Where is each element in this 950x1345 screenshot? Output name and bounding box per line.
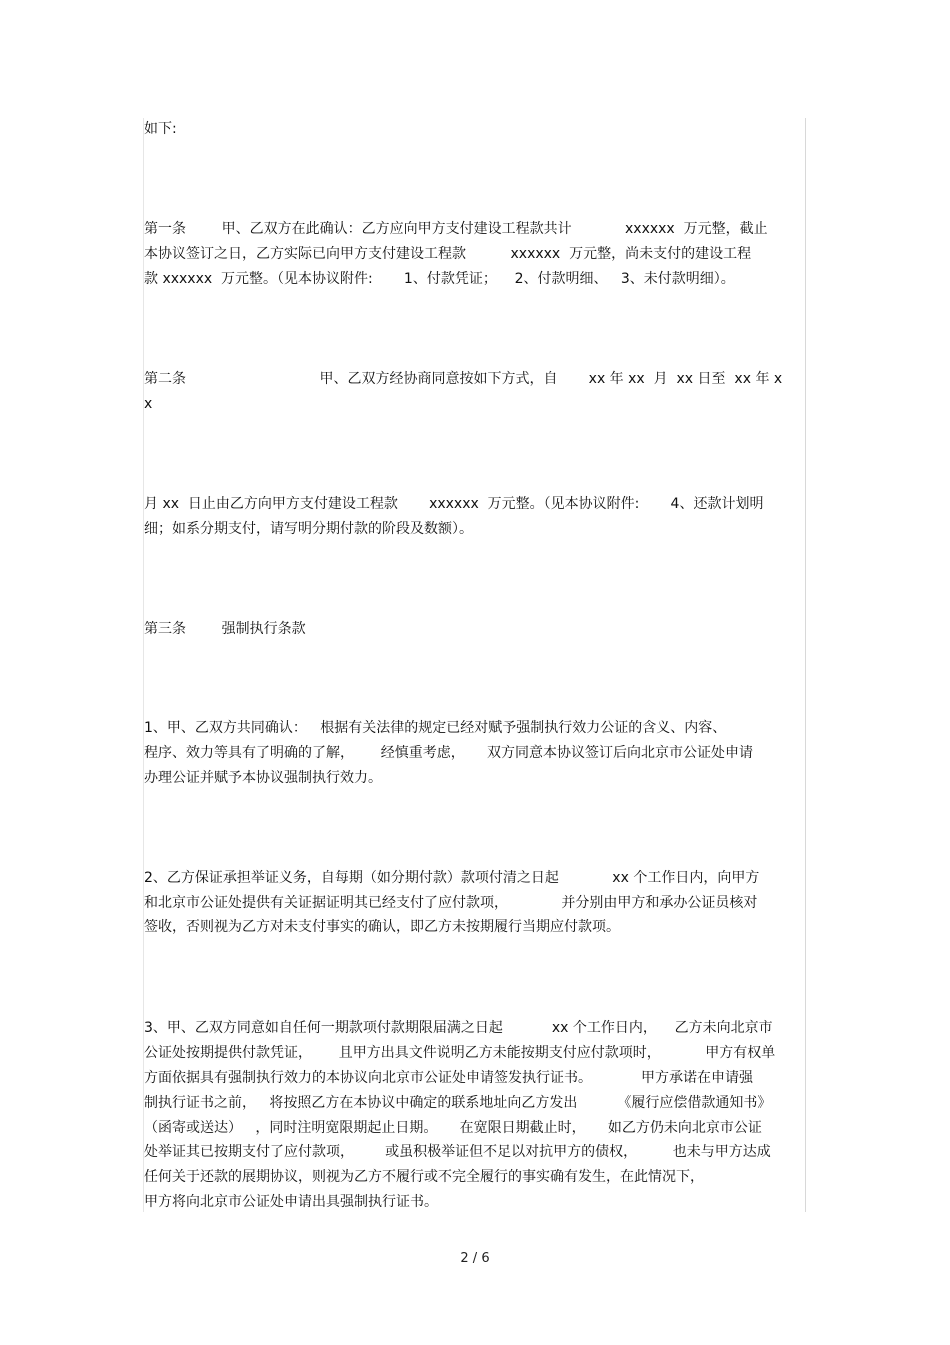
clause3-line-6: 处举证其已按期支付了应付款项， 或虽积极举证但不足以对抗甲方的债权， 也未与甲方达成: [144, 1144, 771, 1160]
article2-line-1: 第二条 甲、乙双方经协商同意按如下方式，自 xx 年 xx 月 xx 日至 xx 年 x: [144, 371, 783, 387]
clause3-line-5: （函寄或送达） ，同时注明宽限期起止日期。 在宽限日期截止时， 如乙方仍未向北京市公证: [144, 1120, 762, 1136]
page-number: 2 / 6: [460, 1251, 490, 1266]
clause2-line-2: 和北京市公证处提供有关证据证明其已经支付了应付款项， 并分别由甲方和承办公证员核对: [144, 895, 758, 911]
intro-text: 如下:: [144, 121, 177, 137]
clause3-line-1: 3、甲、乙双方同意如自任何一期款项付款期限届满之日起 xx 个工作日内， 乙方未向北京市: [144, 1020, 773, 1036]
clause3-line-4: 制执行证书之前， 将按照乙方在本协议中确定的联系地址向乙方发出 《履行应偿借款通知书》: [144, 1095, 772, 1111]
article2-line-2: x: [144, 396, 153, 412]
right-margin-rule: [805, 118, 806, 1212]
article1-line-3: 款 xxxxxx 万元整。（见本协议附件: 1、付款凭证； 2、付款明细、 3、未付款明细）。: [144, 271, 735, 287]
clause2-line-3: 签收，否则视为乙方对未支付事实的确认，即乙方未按期履行当期应付款项。: [144, 919, 620, 935]
article1-line-2: 本协议签订之日，乙方实际已向甲方支付建设工程款 xxxxxx 万元整，尚未支付的建设工程: [144, 246, 752, 262]
article1-line-1: 第一条 甲、乙双方在此确认：乙方应向甲方支付建设工程款共计 xxxxxx 万元整，截止: [144, 221, 768, 237]
clause3-line-2: 公证处按期提供付款凭证， 且甲方出具文件说明乙方未能按期支付应付款项时， 甲方有权单: [144, 1045, 776, 1061]
clause1-line-2: 程序、效力等具有了明确的了解， 经慎重考虑， 双方同意本协议签订后向北京市公证处申请: [144, 745, 753, 761]
clause3-line-3: 方面依据具有强制执行效力的本协议向北京市公证处申请签发执行证书。 甲方承诺在申请强: [144, 1070, 753, 1086]
clause2-line-1: 2、乙方保证承担举证义务，自每期（如分期付款）款项付清之日起 xx 个工作日内，向甲方: [144, 870, 760, 886]
article2-line-4: 细；如系分期支付，请写明分期付款的阶段及数额）。: [144, 521, 473, 537]
clause3-line-7: 任何关于还款的展期协议，则视为乙方不履行或不完全履行的事实确有发生，在此情况下，: [144, 1169, 704, 1185]
article2-line-3: 月 xx 日止由乙方向甲方支付建设工程款 xxxxxx 万元整。（见本协议附件: 4、还款计划明: [144, 496, 764, 512]
clause3-line-8: 甲方将向北京市公证处申请出具强制执行证书。: [144, 1194, 438, 1210]
clause1-line-3: 办理公证并赋予本协议强制执行效力。: [144, 770, 382, 786]
clause1-line-1: 1、甲、乙双方共同确认： 根据有关法律的规定已经对赋予强制执行效力公证的含义、内容、: [144, 720, 727, 736]
article3-heading: 第三条 强制执行条款: [144, 621, 306, 637]
